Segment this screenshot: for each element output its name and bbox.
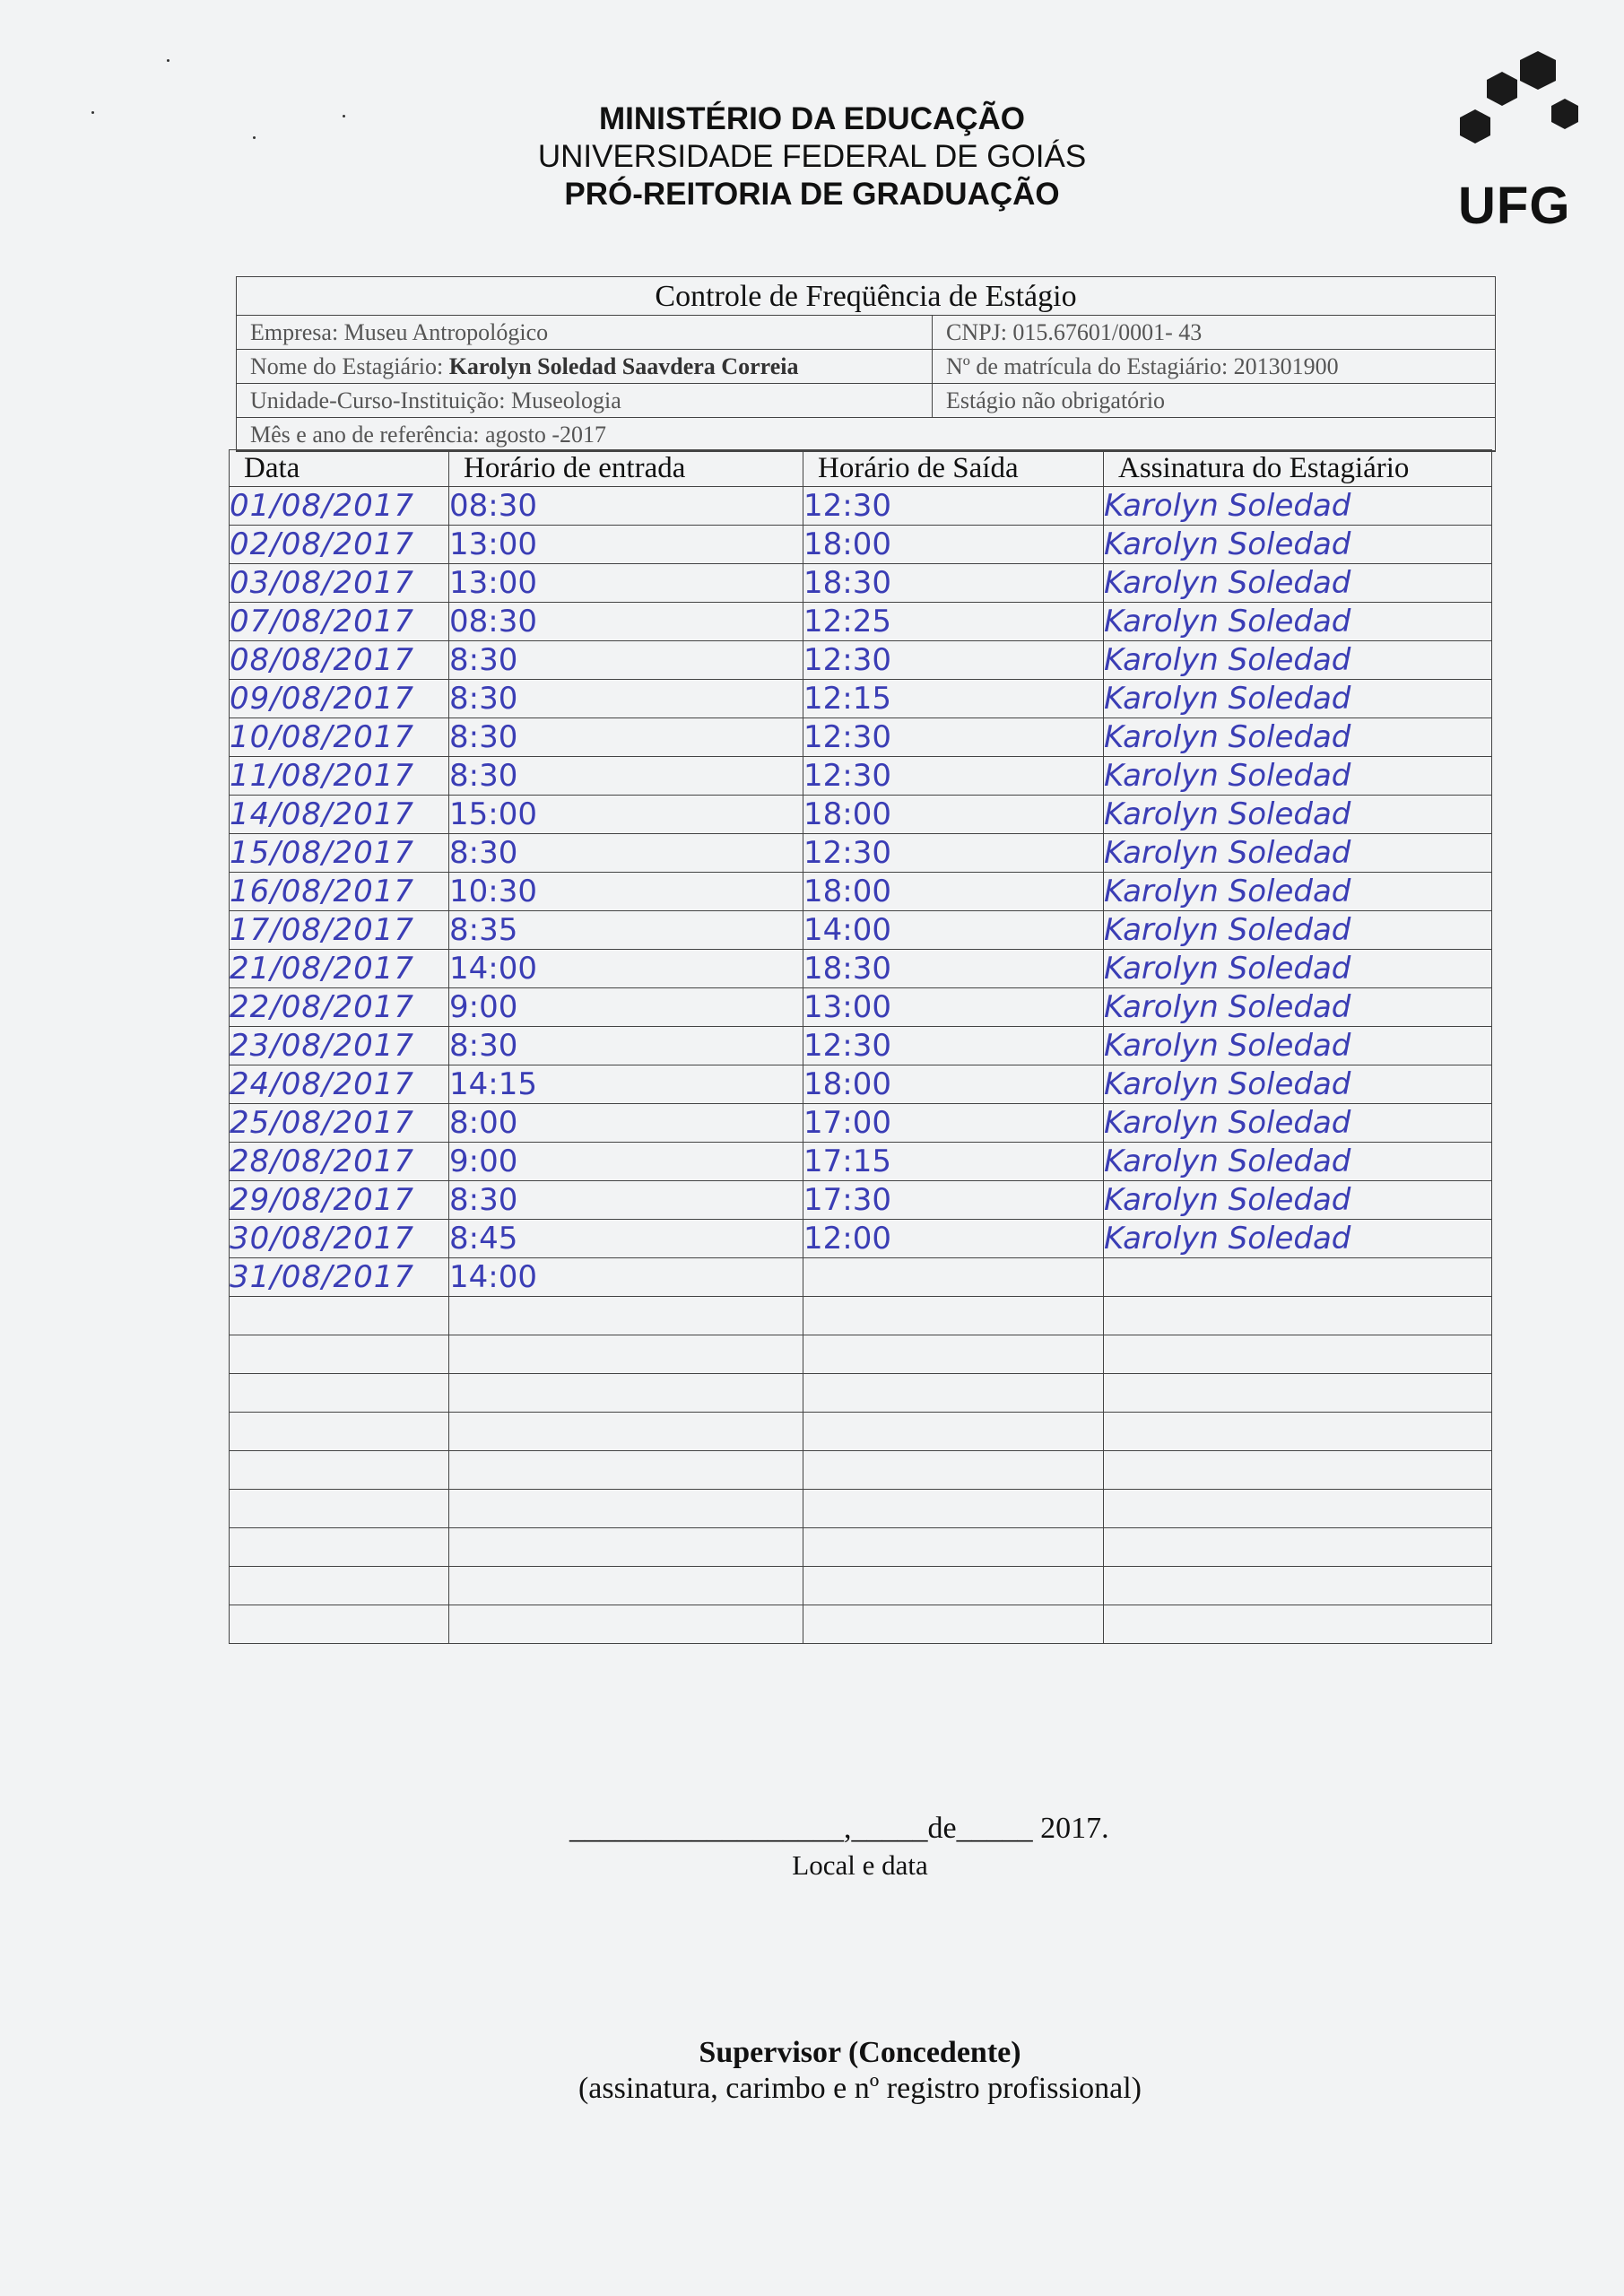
entry-time-cell: 8:30: [449, 757, 803, 796]
exit-time-cell: 18:00: [803, 873, 1104, 911]
entry-time-cell: [449, 1451, 803, 1490]
pro-rectory-title: PRÓ-REITORIA DE GRADUAÇÃO: [564, 177, 1060, 212]
signature-cell: Karolyn Soledad: [1104, 796, 1492, 834]
date-cell: [230, 1374, 449, 1413]
scan-speck: [167, 59, 169, 62]
signature-cell: Karolyn Soledad: [1104, 1104, 1492, 1143]
exit-time-cell: 12:30: [803, 641, 1104, 680]
date-cell: [230, 1567, 449, 1605]
exit-time-cell: [803, 1297, 1104, 1335]
signature-cell: [1104, 1490, 1492, 1528]
info-row: [237, 384, 1495, 418]
entry-time-cell: 14:15: [449, 1065, 803, 1104]
table-row: [230, 1220, 1492, 1258]
university-title: UNIVERSIDADE FEDERAL DE GOIÁS: [537, 139, 1087, 174]
signature-cell: Karolyn Soledad: [1104, 834, 1492, 873]
table-row: [230, 680, 1492, 718]
signature-cell: Karolyn Soledad: [1104, 950, 1492, 988]
signature-cell: [1104, 1413, 1492, 1451]
exit-time-cell: [803, 1605, 1104, 1644]
exit-time-cell: 14:00: [803, 911, 1104, 950]
signature-cell: Karolyn Soledad: [1104, 757, 1492, 796]
entry-time-cell: [449, 1374, 803, 1413]
document-header: [0, 100, 1624, 213]
date-cell: 07/08/2017: [230, 603, 449, 641]
entry-time-cell: 8:45: [449, 1220, 803, 1258]
entry-time-cell: 15:00: [449, 796, 803, 834]
entry-time-cell: 8:30: [449, 1181, 803, 1220]
internship-form-info: [236, 276, 1496, 452]
table-row: [230, 564, 1492, 603]
exit-time-cell: 12:30: [803, 834, 1104, 873]
signature-cell: [1104, 1451, 1492, 1490]
entry-time-cell: 8:30: [449, 641, 803, 680]
ufg-logo-text: UFG: [1458, 177, 1571, 235]
signature-cell: Karolyn Soledad: [1104, 1220, 1492, 1258]
date-cell: 22/08/2017: [230, 988, 449, 1027]
entry-time-cell: [449, 1567, 803, 1605]
internship-type-field: Estágio não obrigatório: [946, 387, 1166, 413]
table-row: [230, 1605, 1492, 1644]
signature-cell: Karolyn Soledad: [1104, 526, 1492, 564]
info-row: [237, 350, 1495, 384]
signature-cell: [1104, 1258, 1492, 1297]
signature-cell: Karolyn Soledad: [1104, 564, 1492, 603]
signature-cell: [1104, 1374, 1492, 1413]
date-cell: [230, 1528, 449, 1567]
entry-time-cell: 9:00: [449, 1143, 803, 1181]
table-row: [230, 796, 1492, 834]
header-signature: Assinatura do Estagiário: [1104, 450, 1492, 487]
table-row: [230, 1181, 1492, 1220]
date-cell: 11/08/2017: [230, 757, 449, 796]
date-cell: [230, 1413, 449, 1451]
signature-cell: Karolyn Soledad: [1104, 1143, 1492, 1181]
date-cell: 10/08/2017: [230, 718, 449, 757]
exit-time-cell: 12:25: [803, 603, 1104, 641]
table-row: [230, 1413, 1492, 1451]
date-cell: [230, 1297, 449, 1335]
supervisor-title: Supervisor (Concedente): [699, 2036, 1021, 2069]
signature-cell: Karolyn Soledad: [1104, 718, 1492, 757]
signature-cell: [1104, 1528, 1492, 1567]
exit-time-cell: [803, 1567, 1104, 1605]
exit-time-cell: [803, 1258, 1104, 1297]
table-row: [230, 1335, 1492, 1374]
intern-name-field: [237, 350, 933, 383]
date-cell: 14/08/2017: [230, 796, 449, 834]
table-row: [230, 757, 1492, 796]
exit-time-cell: 12:00: [803, 1220, 1104, 1258]
signature-cell: Karolyn Soledad: [1104, 680, 1492, 718]
date-cell: 16/08/2017: [230, 873, 449, 911]
table-row: [230, 718, 1492, 757]
signature-cell: [1104, 1297, 1492, 1335]
entry-time-cell: 8:30: [449, 1027, 803, 1065]
date-cell: 21/08/2017: [230, 950, 449, 988]
exit-time-cell: 12:30: [803, 487, 1104, 526]
table-row: [230, 1143, 1492, 1181]
exit-time-cell: 17:00: [803, 1104, 1104, 1143]
table-row: [230, 1258, 1492, 1297]
entry-time-cell: 08:30: [449, 603, 803, 641]
entry-time-cell: 8:30: [449, 718, 803, 757]
table-row: [230, 1567, 1492, 1605]
table-row: [230, 1451, 1492, 1490]
entry-time-cell: 10:30: [449, 873, 803, 911]
table-row: [230, 834, 1492, 873]
entry-time-cell: [449, 1528, 803, 1567]
table-row: [230, 1297, 1492, 1335]
date-cell: [230, 1335, 449, 1374]
table-row: [230, 1027, 1492, 1065]
reference-month-field: Mês e ano de referência: agosto -2017: [237, 418, 1495, 451]
signature-cell: Karolyn Soledad: [1104, 1027, 1492, 1065]
date-cell: 08/08/2017: [230, 641, 449, 680]
entry-time-cell: 8:30: [449, 680, 803, 718]
table-row: [230, 911, 1492, 950]
table-row: [230, 988, 1492, 1027]
signature-cell: Karolyn Soledad: [1104, 487, 1492, 526]
date-cell: 28/08/2017: [230, 1143, 449, 1181]
header-entry-time: Horário de entrada: [449, 450, 803, 487]
entry-time-cell: 13:00: [449, 564, 803, 603]
signature-cell: Karolyn Soledad: [1104, 1181, 1492, 1220]
entry-time-cell: [449, 1490, 803, 1528]
exit-time-cell: 12:30: [803, 757, 1104, 796]
signature-cell: Karolyn Soledad: [1104, 641, 1492, 680]
signature-cell: Karolyn Soledad: [1104, 988, 1492, 1027]
exit-time-cell: 13:00: [803, 988, 1104, 1027]
signature-cell: [1104, 1567, 1492, 1605]
entry-time-cell: 14:00: [449, 1258, 803, 1297]
exit-time-cell: 12:15: [803, 680, 1104, 718]
supervisor-subtitle: (assinatura, carimbo e nº registro profissional): [578, 2072, 1142, 2105]
signature-cell: [1104, 1335, 1492, 1374]
date-cell: 03/08/2017: [230, 564, 449, 603]
table-row: [230, 1374, 1492, 1413]
ministry-title: MINISTÉRIO DA EDUCAÇÃO: [598, 101, 1026, 136]
exit-time-cell: 17:30: [803, 1181, 1104, 1220]
attendance-table: [229, 449, 1492, 1644]
entry-time-cell: [449, 1335, 803, 1374]
exit-time-cell: 18:00: [803, 526, 1104, 564]
table-row: [230, 873, 1492, 911]
cnpj-field: CNPJ: 015.67601/0001- 43: [946, 319, 1203, 345]
exit-time-cell: [803, 1451, 1104, 1490]
exit-time-cell: 18:30: [803, 950, 1104, 988]
header-date: Data: [230, 450, 449, 487]
entry-time-cell: 13:00: [449, 526, 803, 564]
exit-time-cell: [803, 1335, 1104, 1374]
table-row: [230, 487, 1492, 526]
exit-time-cell: 18:30: [803, 564, 1104, 603]
place-date-line: __________________,_____de_____ 2017.: [569, 1812, 1109, 1845]
company-field: Empresa: Museu Antropológico: [237, 316, 933, 349]
date-cell: [230, 1451, 449, 1490]
date-cell: 29/08/2017: [230, 1181, 449, 1220]
date-cell: 31/08/2017: [230, 1258, 449, 1297]
signature-cell: Karolyn Soledad: [1104, 603, 1492, 641]
signature-cell: Karolyn Soledad: [1104, 911, 1492, 950]
exit-time-cell: [803, 1413, 1104, 1451]
exit-time-cell: [803, 1490, 1104, 1528]
exit-time-cell: 12:30: [803, 1027, 1104, 1065]
exit-time-cell: 17:15: [803, 1143, 1104, 1181]
date-cell: 25/08/2017: [230, 1104, 449, 1143]
exit-time-cell: [803, 1374, 1104, 1413]
intern-name-label: Nome do Estagiário:: [250, 353, 449, 379]
form-title: Controle de Freqüência de Estágio: [237, 277, 1495, 316]
table-row: [230, 641, 1492, 680]
table-row: [230, 1104, 1492, 1143]
date-cell: [230, 1490, 449, 1528]
date-cell: 23/08/2017: [230, 1027, 449, 1065]
date-cell: 09/08/2017: [230, 680, 449, 718]
entry-time-cell: 8:30: [449, 834, 803, 873]
signature-cell: Karolyn Soledad: [1104, 1065, 1492, 1104]
entry-time-cell: [449, 1413, 803, 1451]
date-cell: 15/08/2017: [230, 834, 449, 873]
date-cell: 24/08/2017: [230, 1065, 449, 1104]
entry-time-cell: 14:00: [449, 950, 803, 988]
exit-time-cell: 12:30: [803, 718, 1104, 757]
exit-time-cell: 18:00: [803, 1065, 1104, 1104]
table-row: [230, 1065, 1492, 1104]
date-cell: 01/08/2017: [230, 487, 449, 526]
table-row: [230, 1528, 1492, 1567]
entry-time-cell: 8:35: [449, 911, 803, 950]
date-cell: [230, 1605, 449, 1644]
table-row: [230, 950, 1492, 988]
table-row: [230, 603, 1492, 641]
place-date-label: Local e data: [792, 1849, 928, 1881]
table-header-row: [230, 450, 1492, 487]
registration-field: Nº de matrícula do Estagiário: 201301900: [946, 353, 1339, 379]
exit-time-cell: [803, 1528, 1104, 1567]
header-exit-time: Horário de Saída: [803, 450, 1104, 487]
signature-cell: [1104, 1605, 1492, 1644]
table-row: [230, 1490, 1492, 1528]
entry-time-cell: [449, 1297, 803, 1335]
entry-time-cell: 8:00: [449, 1104, 803, 1143]
date-cell: 02/08/2017: [230, 526, 449, 564]
signature-cell: Karolyn Soledad: [1104, 873, 1492, 911]
entry-time-cell: 08:30: [449, 487, 803, 526]
table-row: [230, 526, 1492, 564]
exit-time-cell: 18:00: [803, 796, 1104, 834]
info-row: [237, 316, 1495, 350]
entry-time-cell: 9:00: [449, 988, 803, 1027]
entry-time-cell: [449, 1605, 803, 1644]
unit-course-field: Unidade-Curso-Instituição: Museologia: [237, 384, 933, 417]
intern-name-value: Karolyn Soledad Saavdera Correia: [448, 353, 799, 379]
date-cell: 17/08/2017: [230, 911, 449, 950]
date-cell: 30/08/2017: [230, 1220, 449, 1258]
